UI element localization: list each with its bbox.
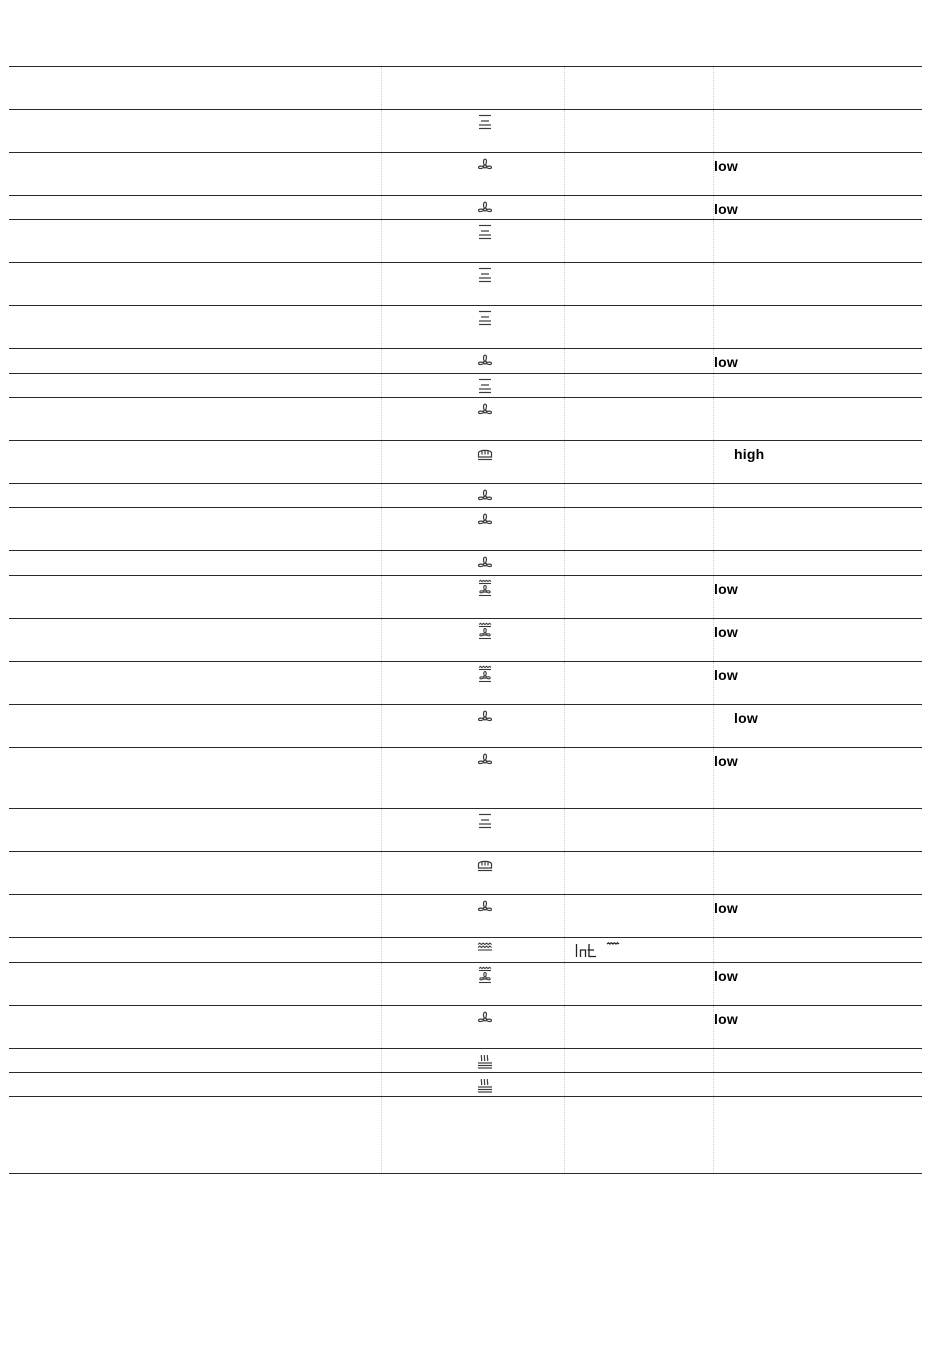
level-value: low (714, 581, 738, 597)
column-divider (713, 1097, 714, 1173)
column-divider (381, 220, 382, 262)
column-divider (713, 1049, 714, 1072)
column-divider (713, 220, 714, 262)
column-divider (381, 551, 382, 575)
column-divider (381, 306, 382, 348)
fan-icon (475, 1009, 495, 1027)
column-divider (564, 398, 565, 440)
grill-fan-icon (475, 966, 495, 984)
grill-fan-icon (475, 665, 495, 683)
column-divider (381, 196, 382, 219)
column-divider (564, 705, 565, 747)
plate-warming-icon (475, 1052, 495, 1070)
level-value: high (734, 446, 765, 462)
column-divider (564, 576, 565, 618)
column-divider (564, 619, 565, 661)
column-divider (381, 895, 382, 937)
column-divider (564, 263, 565, 305)
column-divider (381, 398, 382, 440)
column-divider (564, 374, 565, 397)
column-divider (381, 705, 382, 747)
column-divider (381, 963, 382, 1005)
column-divider (713, 551, 714, 575)
bread-icon (475, 444, 495, 462)
table-row (9, 1048, 922, 1072)
fan-icon (475, 708, 495, 726)
column-divider (564, 484, 565, 507)
top-bottom-heat-icon (475, 223, 495, 241)
column-divider (381, 1073, 382, 1096)
level-value: low (714, 667, 738, 683)
column-divider (564, 852, 565, 894)
top-bottom-heat-icon (475, 377, 495, 395)
column-divider (713, 398, 714, 440)
column-divider (381, 938, 382, 962)
table-row (9, 195, 922, 219)
column-divider (713, 508, 714, 550)
level-value: low (714, 900, 738, 916)
level-value: low (714, 968, 738, 984)
column-divider (713, 1073, 714, 1096)
column-divider (564, 220, 565, 262)
column-divider (564, 662, 565, 704)
column-divider (713, 67, 714, 109)
column-divider (381, 852, 382, 894)
grill-fan-icon (475, 579, 495, 597)
column-divider (381, 1097, 382, 1173)
column-divider (713, 852, 714, 894)
column-divider (564, 306, 565, 348)
top-bottom-heat-icon (475, 812, 495, 830)
column-divider (381, 508, 382, 550)
column-divider (713, 263, 714, 305)
table-row (9, 219, 922, 262)
column-divider (713, 110, 714, 152)
fan-icon (475, 487, 495, 505)
table-row (9, 962, 922, 1005)
column-divider (381, 619, 382, 661)
column-divider (381, 263, 382, 305)
level-value: low (714, 201, 738, 217)
settings-table (9, 66, 922, 1174)
column-divider (564, 153, 565, 195)
column-divider (713, 938, 714, 962)
column-divider (564, 67, 565, 109)
column-divider (564, 809, 565, 851)
top-bottom-heat-icon (475, 266, 495, 284)
table-row (9, 483, 922, 507)
column-divider (564, 1097, 565, 1173)
column-divider (381, 110, 382, 152)
fan-icon (475, 751, 495, 769)
column-divider (564, 508, 565, 550)
column-divider (564, 1049, 565, 1072)
column-divider (381, 809, 382, 851)
column-divider (713, 809, 714, 851)
table-row (9, 262, 922, 305)
column-divider (564, 196, 565, 219)
fan-icon (475, 898, 495, 916)
bread-icon (475, 855, 495, 873)
column-divider (713, 484, 714, 507)
table-row (9, 618, 922, 661)
fan-icon (475, 511, 495, 529)
table-row (9, 661, 922, 704)
column-divider (381, 374, 382, 397)
column-divider (564, 963, 565, 1005)
column-divider (564, 748, 565, 808)
level-value: low (714, 158, 738, 174)
table-row (9, 397, 922, 440)
column-divider (564, 349, 565, 373)
grill-icon (475, 941, 495, 959)
level-value: low (714, 624, 738, 640)
table-row (9, 894, 922, 937)
column-divider (381, 662, 382, 704)
table-row (9, 704, 922, 747)
table-row (9, 747, 922, 808)
column-divider (713, 374, 714, 397)
table-row (9, 550, 922, 575)
display-int-icon (575, 940, 625, 960)
fan-icon (475, 401, 495, 419)
level-value: low (714, 753, 738, 769)
top-bottom-heat-icon (475, 309, 495, 327)
column-divider (381, 441, 382, 483)
fan-icon (475, 199, 495, 217)
table-row (9, 305, 922, 348)
column-divider (381, 484, 382, 507)
column-divider (381, 1006, 382, 1048)
table-row (9, 808, 922, 851)
column-divider (564, 551, 565, 575)
table-row (9, 575, 922, 618)
table-row (9, 440, 922, 483)
table-row (9, 937, 922, 962)
column-divider (713, 705, 714, 747)
column-divider (381, 1049, 382, 1072)
column-divider (381, 349, 382, 373)
table-row (9, 1096, 922, 1174)
column-divider (713, 306, 714, 348)
table-row (9, 66, 922, 109)
top-bottom-heat-icon (475, 113, 495, 131)
table-row (9, 348, 922, 373)
column-divider (381, 748, 382, 808)
level-value: low (714, 354, 738, 370)
column-divider (564, 1006, 565, 1048)
grill-fan-icon (475, 622, 495, 640)
column-divider (381, 153, 382, 195)
table-row (9, 507, 922, 550)
plate-warming-icon (475, 1076, 495, 1094)
column-divider (564, 110, 565, 152)
table-row (9, 152, 922, 195)
column-divider (564, 441, 565, 483)
fan-icon (475, 352, 495, 370)
table-row (9, 851, 922, 894)
table-row (9, 1072, 922, 1096)
table-row (9, 1005, 922, 1048)
column-divider (564, 938, 565, 962)
column-divider (564, 895, 565, 937)
level-value: low (734, 710, 758, 726)
column-divider (381, 576, 382, 618)
fan-icon (475, 554, 495, 572)
column-divider (381, 67, 382, 109)
column-divider (564, 1073, 565, 1096)
table-row (9, 109, 922, 152)
fan-icon (475, 156, 495, 174)
column-divider (713, 441, 714, 483)
level-value: low (714, 1011, 738, 1027)
table-row (9, 373, 922, 397)
